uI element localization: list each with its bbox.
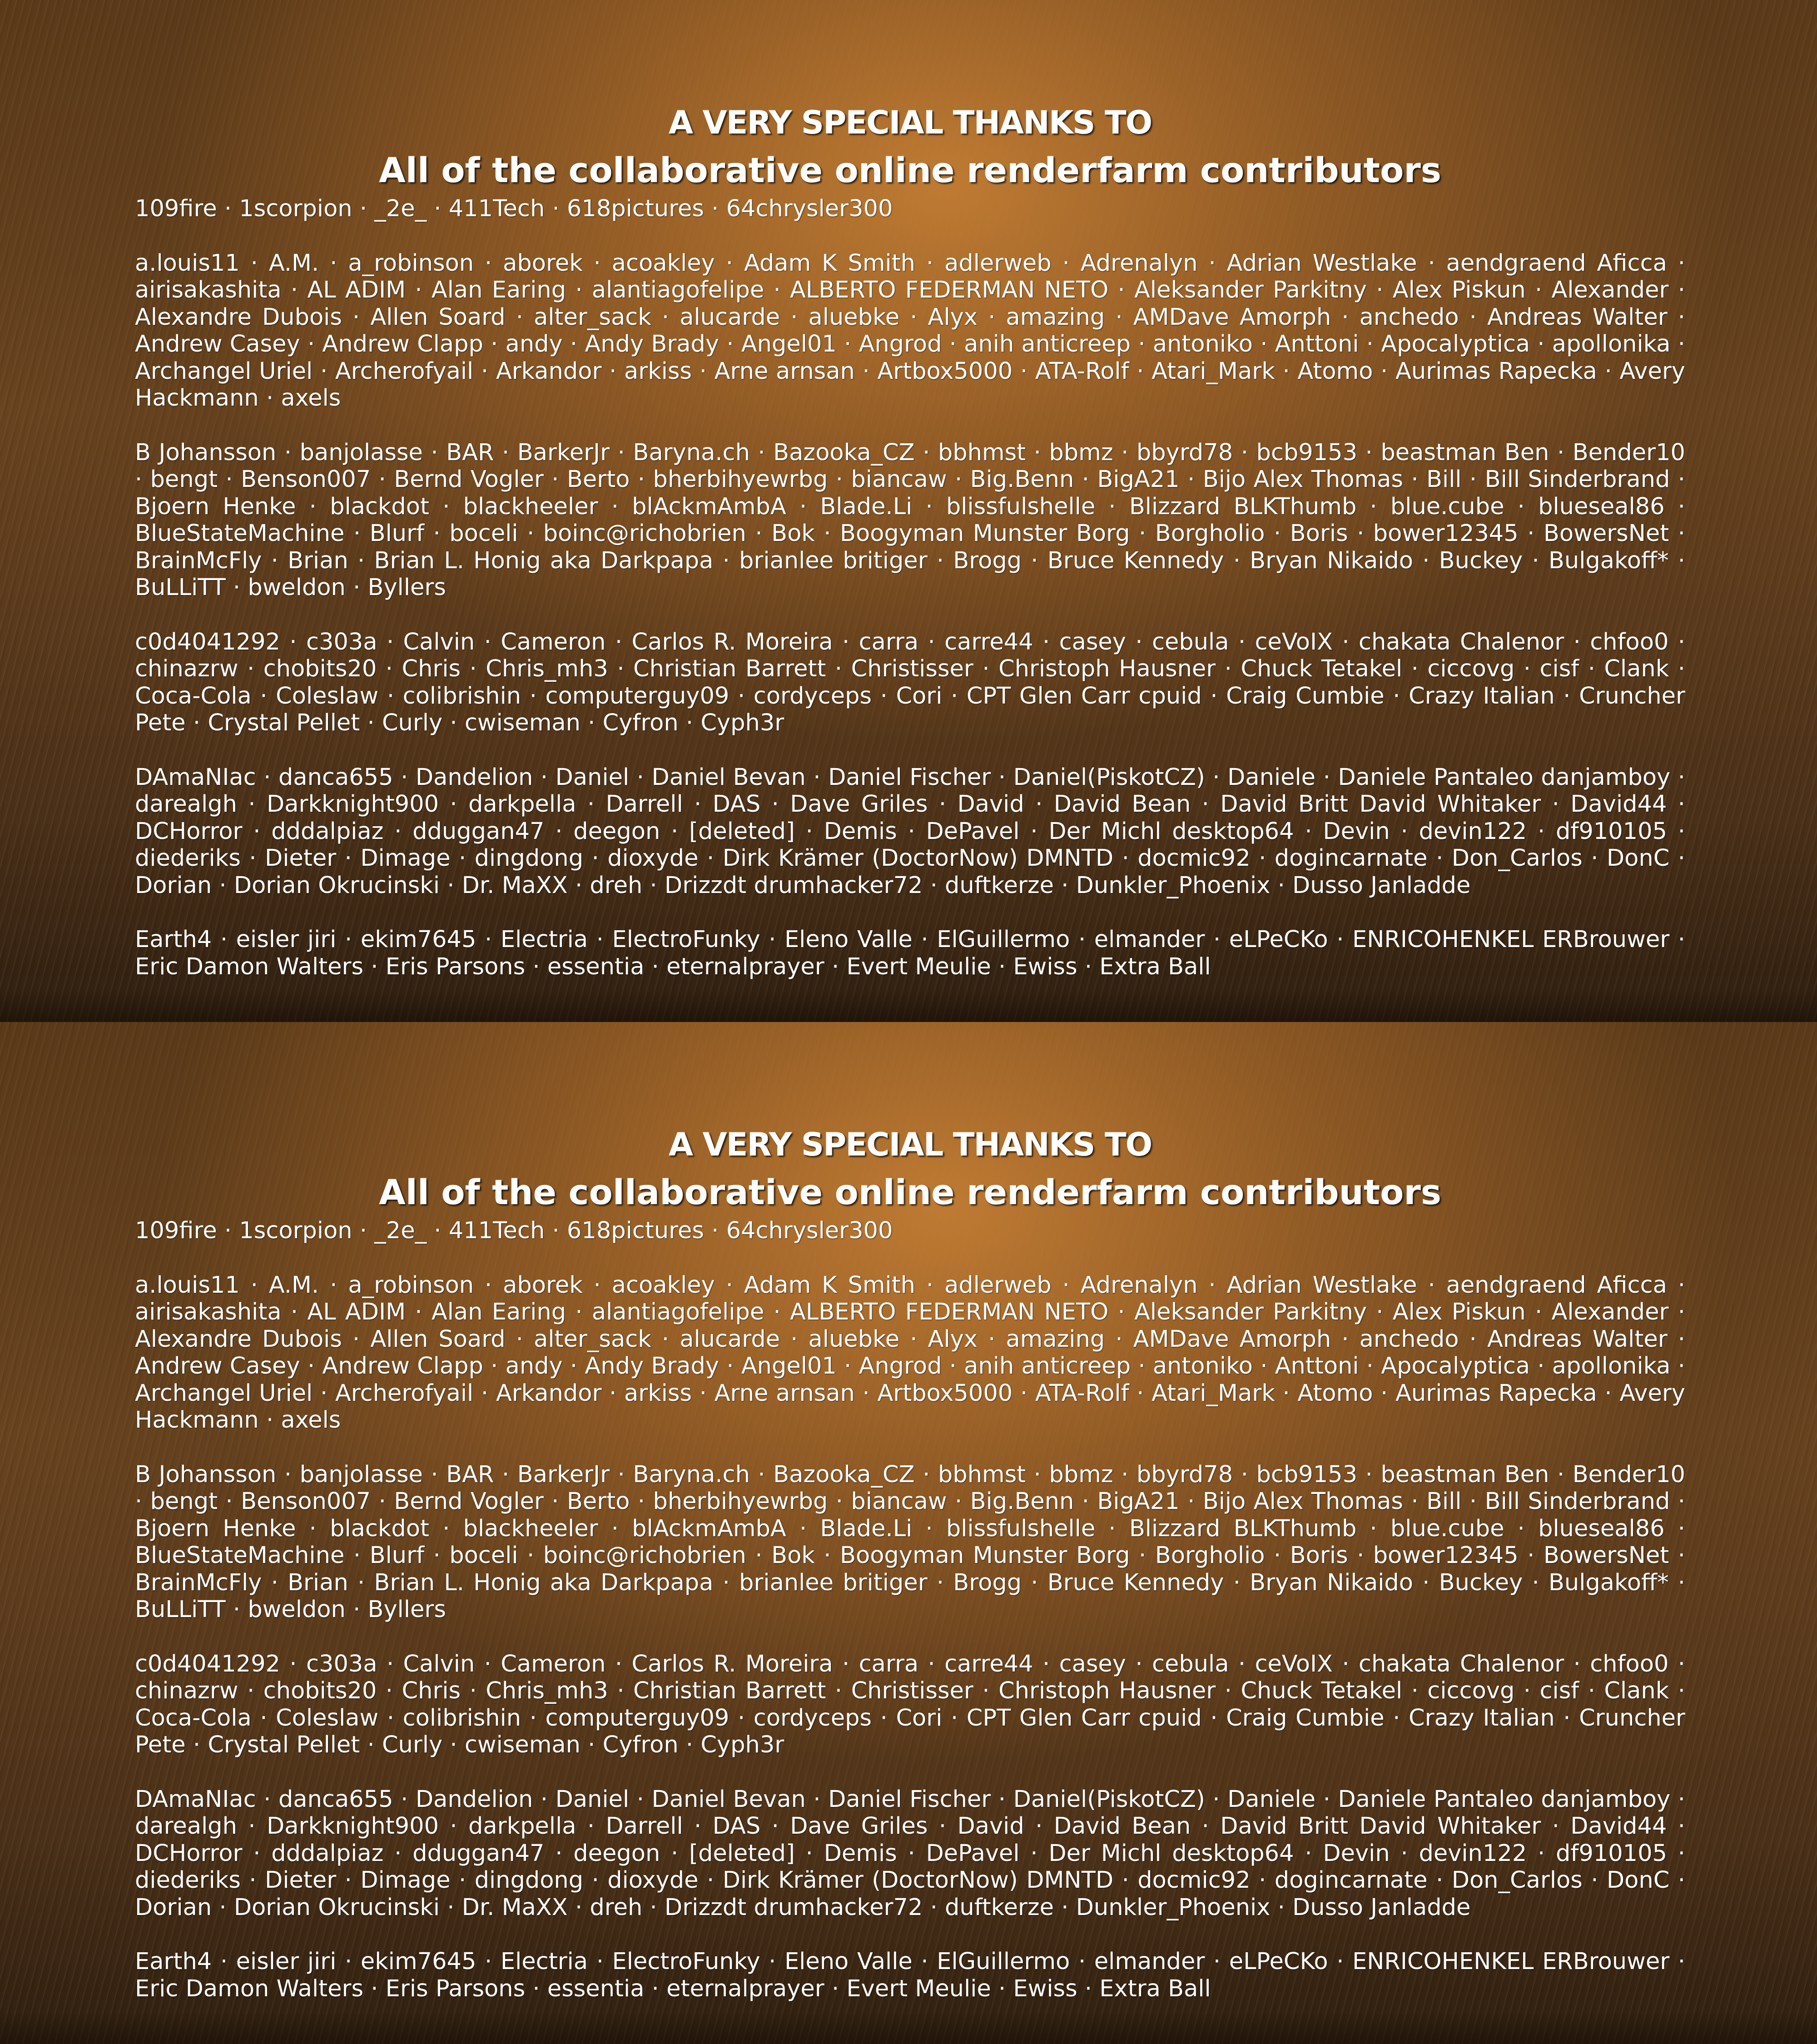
names-group-digits: 109fire · 1scorpion · _2e_ · 411Tech · 618pictures · 64chrysler300 bbox=[135, 195, 893, 222]
names-group-b: B Johansson · banjolasse · BAR · BarkerJr · Baryna.ch · Bazooka_CZ · bbhmst · bbmz · bbyrd78 · bcb9153 · beastman Ben · Bender10 · bengt · Benson007 · Bernd Vogler · Berto · bherbihyewrbg · biancaw · Big.Benn · BigA21 · Bijo Alex Thomas · Bill · Bill Sinderbrand · Bjoern Henke · blackdot · blackheeler · blAckmAmbA · Blade.Li · blissfulshelle · Blizzard BLKThumb · blue.cube · blueseal86 · BlueStateMachine · Blurf · boceli · boinc@richobrien · Bok · Boogyman Munster Borg · Borgholio · Boris · bower12345 · BowersNet · BrainMcFly · Brian · Brian L. Honig aka Darkpapa · brianlee britiger · Brogg · Bruce Kennedy · Bryan Nikaido · Buckey · Bulgakoff* · BuLLiTT · bweldon · Byllers bbox=[135, 1461, 1685, 1623]
names-group-b: B Johansson · banjolasse · BAR · BarkerJr · Baryna.ch · Bazooka_CZ · bbhmst · bbmz · bbyrd78 · bcb9153 · beastman Ben · Bender10 · bengt · Benson007 · Bernd Vogler · Berto · bherbihyewrbg · biancaw · Big.Benn · BigA21 · Bijo Alex Thomas · Bill · Bill Sinderbrand · Bjoern Henke · blackdot · blackheeler · blAckmAmbA · Blade.Li · blissfulshelle · Blizzard BLKThumb · blue.cube · blueseal86 · BlueStateMachine · Blurf · boceli · boinc@richobrien · Bok · Boogyman Munster Borg · Borgholio · Boris · bower12345 · BowersNet · BrainMcFly · Brian · Brian L. Honig aka Darkpapa · brianlee britiger · Brogg · Bruce Kennedy · Bryan Nikaido · Buckey · Bulgakoff* · BuLLiTT · bweldon · Byllers bbox=[135, 439, 1685, 601]
names-group-e: Earth4 · eisler jiri · ekim7645 · Electria · ElectroFunky · Eleno Valle · ElGuillermo · elmander · eLPeCKo · ENRICOHENKEL ERBrouwer · Eric Damon Walters · Eris Parsons · essentia · eternalprayer · Evert Meulie · Ewiss · Extra Ball bbox=[135, 1948, 1685, 2002]
names-group-e: Earth4 · eisler jiri · ekim7645 · Electria · ElectroFunky · Eleno Valle · ElGuillermo · elmander · eLPeCKo · ENRICOHENKEL ERBrouwer · Eric Damon Walters · Eris Parsons · essentia · eternalprayer · Evert Meulie · Ewiss · Extra Ball bbox=[135, 926, 1685, 980]
credits-subheading: All of the collaborative online renderfarm contributors bbox=[378, 150, 1442, 190]
names-group-a: a.louis11 · A.M. · a_robinson · aborek · acoakley · Adam K Smith · adlerweb · Adrenalyn · Adrian Westlake · aendgraend Aficca · airisakashita · AL ADIM · Alan Earing · alantiagofelipe · ALBERTO FEDERMAN NETO · Aleksander Parkitny · Alex Piskun · Alexander · Alexandre Dubois · Allen Soard · alter_sack · alucarde · aluebke · Alyx · amazing · AMDave Amorph · anchedo · Andreas Walter · Andrew Casey · Andrew Clapp · andy · Andy Brady · Angel01 · Angrod · anih anticreep · antoniko · Anttoni · Apocalyptica · apollonika · Archangel Uriel · Archerofyail · Arkandor · arkiss · Arne arnsan · Artbox5000 · ATA-Rolf · Atari_Mark · Atomo · Aurimas Rapecka · Avery Hackmann · axels bbox=[135, 249, 1685, 412]
names-group-c: c0d4041292 · c303a · Calvin · Cameron · Carlos R. Moreira · carra · carre44 · casey · cebula · ceVoIX · chakata Chalenor · chfoo0 · chinazrw · chobits20 · Chris · Chris_mh3 · Christian Barrett · Christisser · Christoph Hausner · Chuck Tetakel · ciccovg · cisf · Clank · Coca-Cola · Coleslaw · colibrishin · computerguy09 · cordyceps · Cori · CPT Glen Carr cpuid · Craig Cumbie · Crazy Italian · Cruncher Pete · Crystal Pellet · Curly · cwiseman · Cyfron · Cyph3r bbox=[135, 1650, 1685, 1758]
credits-heading: A VERY SPECIAL THANKS TO bbox=[668, 104, 1152, 141]
names-group-d: DAmaNIac · danca655 · Dandelion · Daniel · Daniel Bevan · Daniel Fischer · Daniel(PiskotCZ) · Daniele · Daniele Pantaleo danjamboy · darealgh · Darkknight900 · darkpella · Darrell · DAS · Dave Griles · David · David Bean · David Britt David Whitaker · David44 · DCHorror · dddalpiaz · dduggan47 · deegon · [deleted] · Demis · DePavel · Der Michl desktop64 · Devin · devin122 · df910105 · diederiks · Dieter · Dimage · dingdong · dioxyde · Dirk Krämer (DoctorNow) DMNTD · docmic92 · dogincarnate · Don_Carlos · DonC · Dorian · Dorian Okrucinski · Dr. MaXX · dreh · Drizzdt drumhacker72 · duftkerze · Dunkler_Phoenix · Dusso Janladde bbox=[135, 1786, 1685, 1921]
credits-subheading: All of the collaborative online renderfarm contributors bbox=[378, 1172, 1442, 1212]
names-group-digits: 109fire · 1scorpion · _2e_ · 411Tech · 618pictures · 64chrysler300 bbox=[135, 1217, 893, 1244]
credits-panel-bottom bbox=[0, 1022, 1817, 2044]
names-group-a: a.louis11 · A.M. · a_robinson · aborek · acoakley · Adam K Smith · adlerweb · Adrenalyn · Adrian Westlake · aendgraend Aficca · airisakashita · AL ADIM · Alan Earing · alantiagofelipe · ALBERTO FEDERMAN NETO · Aleksander Parkitny · Alex Piskun · Alexander · Alexandre Dubois · Allen Soard · alter_sack · alucarde · aluebke · Alyx · amazing · AMDave Amorph · anchedo · Andreas Walter · Andrew Casey · Andrew Clapp · andy · Andy Brady · Angel01 · Angrod · anih anticreep · antoniko · Anttoni · Apocalyptica · apollonika · Archangel Uriel · Archerofyail · Arkandor · arkiss · Arne arnsan · Artbox5000 · ATA-Rolf · Atari_Mark · Atomo · Aurimas Rapecka · Avery Hackmann · axels bbox=[135, 1271, 1685, 1434]
credits-heading: A VERY SPECIAL THANKS TO bbox=[668, 1126, 1152, 1163]
names-group-c: c0d4041292 · c303a · Calvin · Cameron · Carlos R. Moreira · carra · carre44 · casey · cebula · ceVoIX · chakata Chalenor · chfoo0 · chinazrw · chobits20 · Chris · Chris_mh3 · Christian Barrett · Christisser · Christoph Hausner · Chuck Tetakel · ciccovg · cisf · Clank · Coca-Cola · Coleslaw · colibrishin · computerguy09 · cordyceps · Cori · CPT Glen Carr cpuid · Craig Cumbie · Crazy Italian · Cruncher Pete · Crystal Pellet · Curly · cwiseman · Cyfron · Cyph3r bbox=[135, 628, 1685, 736]
names-group-d: DAmaNIac · danca655 · Dandelion · Daniel · Daniel Bevan · Daniel Fischer · Daniel(PiskotCZ) · Daniele · Daniele Pantaleo danjamboy · darealgh · Darkknight900 · darkpella · Darrell · DAS · Dave Griles · David · David Bean · David Britt David Whitaker · David44 · DCHorror · dddalpiaz · dduggan47 · deegon · [deleted] · Demis · DePavel · Der Michl desktop64 · Devin · devin122 · df910105 · diederiks · Dieter · Dimage · dingdong · dioxyde · Dirk Krämer (DoctorNow) DMNTD · docmic92 · dogincarnate · Don_Carlos · DonC · Dorian · Dorian Okrucinski · Dr. MaXX · dreh · Drizzdt drumhacker72 · duftkerze · Dunkler_Phoenix · Dusso Janladde bbox=[135, 764, 1685, 899]
